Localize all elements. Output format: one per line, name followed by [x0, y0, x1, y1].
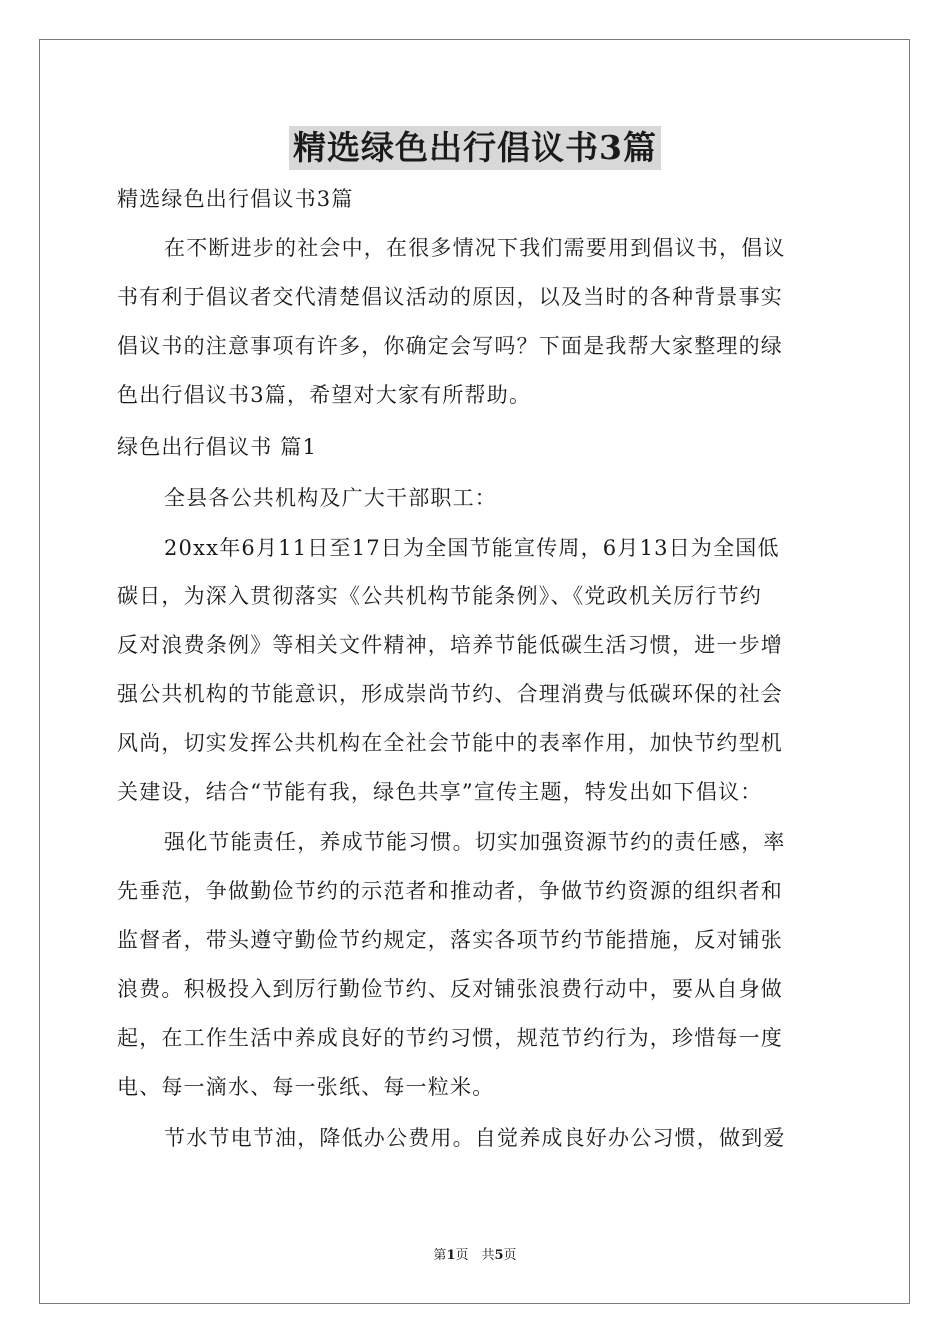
- page-suffix: 页: [503, 1248, 517, 1263]
- paragraph-line: 浪费。积极投入到厉行勤俭节约、反对铺张浪费行动中，要从自身做: [117, 977, 783, 1001]
- section-heading: 绿色出行倡议书 篇1: [117, 435, 318, 459]
- paragraph-line: 风尚，切实发挥公共机构在全社会节能中的表率作用，加快节约型机: [117, 731, 783, 755]
- paragraph-line: 在不断进步的社会中，在很多情况下我们需要用到倡议书，倡议: [164, 236, 786, 260]
- paragraph-line: 色出行倡议书3篇，希望对大家有所帮助。: [117, 383, 532, 407]
- paragraph-line: 强化节能责任，养成节能习惯。切实加强资源节约的责任感，率: [164, 830, 786, 854]
- page-total: 5: [494, 1248, 504, 1263]
- paragraph-line: 节水节电节油，降低办公费用。自觉养成良好办公习惯，做到爱: [164, 1126, 786, 1150]
- paragraph-line: 全县各公共机构及广大干部职工：: [164, 486, 497, 510]
- page-mid: 页 共: [455, 1248, 495, 1263]
- page-current: 1: [446, 1248, 456, 1263]
- page-prefix: 第: [433, 1248, 447, 1263]
- paragraph-line: 20xx年6月11日至17日为全国节能宣传周，6月13日为全国低: [164, 536, 780, 560]
- paragraph-line: 关建设，结合“节能有我，绿色共享”宣传主题，特发出如下倡议：: [117, 780, 763, 804]
- document-title: 精选绿色出行倡议书3篇: [289, 126, 661, 170]
- paragraph-line: 反对浪费条例》等相关文件精神，培养节能低碳生活习惯，进一步增: [117, 633, 783, 657]
- page-footer: [0, 1247, 950, 1265]
- paragraph-line: 强公共机构的节能意识，形成崇尚节约、合理消费与低碳环保的社会: [117, 682, 783, 706]
- paragraph-line: 倡议书的注意事项有许多，你确定会写吗？下面是我帮大家整理的绿: [117, 334, 783, 358]
- title-container: [0, 126, 950, 170]
- paragraph-line: 先垂范，争做勤俭节约的示范者和推动者，争做节约资源的组织者和: [117, 879, 783, 903]
- paragraph-line: 监督者，带头遵守勤俭节约规定，落实各项节约节能措施，反对铺张: [117, 928, 783, 952]
- document-subtitle: 精选绿色出行倡议书3篇: [117, 187, 354, 211]
- paragraph-line: 碳日，为深入贯彻落实《公共机构节能条例》、《党政机关厉行节约: [117, 584, 762, 608]
- paragraph-line: 起，在工作生活中养成良好的节约习惯，规范节约行为，珍惜每一度: [117, 1026, 783, 1050]
- paragraph-line: 电、每一滴水、每一张纸、每一粒米。: [117, 1075, 495, 1099]
- paragraph-line: 书有利于倡议者交代清楚倡议活动的原因，以及当时的各种背景事实: [117, 285, 783, 309]
- page-border: [39, 39, 910, 1304]
